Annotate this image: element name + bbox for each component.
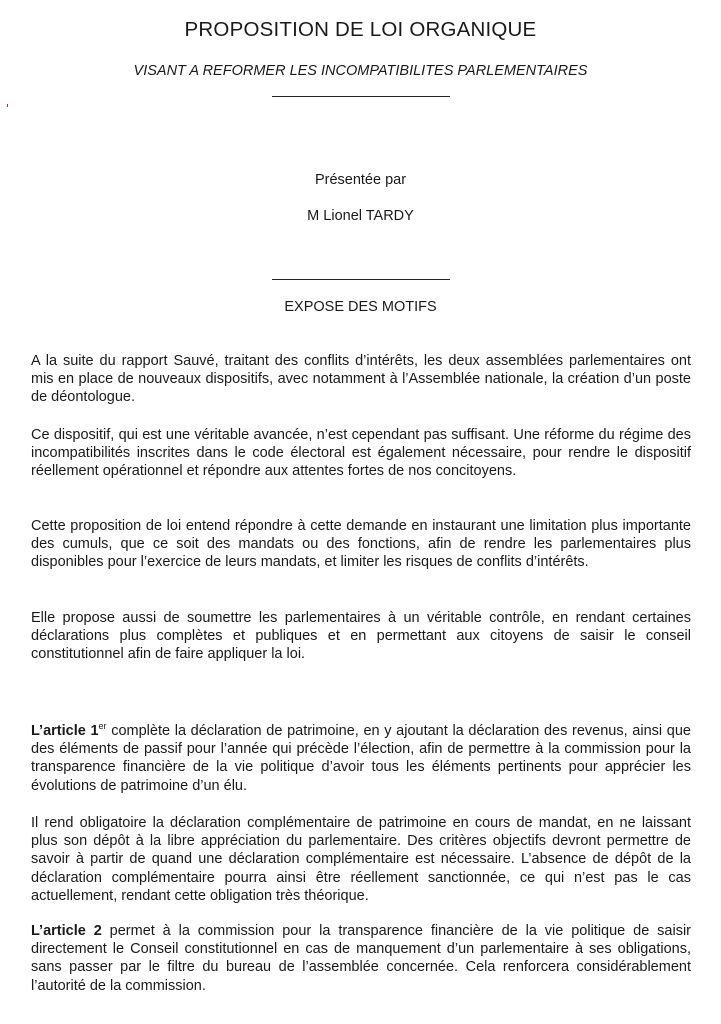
paragraph-4: Elle propose aussi de soumettre les parlementaires à un véritable contrôle, en rendant certaines déclarations plus complètes et publiques et en permettant aux citoyens de saisir le conseil constitutionnel afin de faire appliquer la loi.: [31, 610, 691, 663]
article-1-label: L’article 1: [31, 723, 99, 739]
paragraph-1: A la suite du rapport Sauvé, traitant des conflits d’intérêts, les deux assemblées parlementaires ont mis en place de nouveaux dispositifs, avec notamment à l’Assemblée nationale, la création d’un poste de déontologue.: [31, 353, 691, 406]
scan-mark: [7, 104, 8, 107]
section-heading: EXPOSE DES MOTIFS: [284, 299, 437, 315]
document-title: PROPOSITION DE LOI ORGANIQUE: [184, 18, 537, 41]
article-2-label: L’article 2: [31, 923, 102, 939]
article-2-paragraph: [31, 922, 691, 995]
article-1-paragraph: [31, 722, 691, 795]
article-1-text: complète la déclaration de patrimoine, en y ajoutant la déclaration des revenus, ainsi que des éléments de passif pour l’année qui précède l’élection, afin de permettre à la commission pour la transparence financière de la vie politique d’avoir tous les éléments pertinents pour apprécier les évolutions de patrimoine d’un élu.: [31, 723, 691, 794]
paragraph-2: Ce dispositif, qui est une véritable avancée, n’est cependant pas suffisant. Une réforme du régime des incompatibilités inscrites dans le code électoral est également nécessaire, pour rendre le dispositif réellement opérationnel et répondre aux attentes fortes de nos concitoyens.: [31, 427, 691, 480]
article-2-text: permet à la commission pour la transparence financière de la vie politique de saisir directement le Conseil constitutionnel en cas de manquement d’un parlementaire à ses obligations, sans passer par le filtre du bureau de l’assemblée concernée. Cela renforcera considérablement l’autorité de la commission.: [31, 923, 691, 994]
document-subtitle: VISANT A REFORMER LES INCOMPATIBILITES PARLEMENTAIRES: [133, 63, 588, 79]
author-divider: [272, 279, 450, 280]
article-1-second-paragraph: Il rend obligatoire la déclaration complémentaire de patrimoine en cours de mandat, en ne laissant plus son dépôt à la libre appréciation du parlementaire. Des critères objectifs devront permettre de savoir à partir de quand une déclaration complémentaire est nécessaire. L’absence de dépôt de la déclaration complémentaire pourra ainsi être réellement sanctionnée, ce qui n’est pas le cas actuellement, rendant cette obligation très théorique.: [31, 815, 691, 904]
presented-by: Présentée par: [314, 172, 407, 188]
title-divider: [272, 96, 450, 97]
author-name: M Lionel TARDY: [307, 208, 414, 224]
paragraph-3: Cette proposition de loi entend répondre à cette demande en instaurant une limitation plus importante des cumuls, que ce soit des mandats ou des fonctions, afin de rendre les parlementaires plus disponibles pour l’exercice de leurs mandats, et limiter les risques de conflits d’intérêts.: [31, 518, 691, 571]
article-1-superscript: er: [98, 721, 107, 732]
